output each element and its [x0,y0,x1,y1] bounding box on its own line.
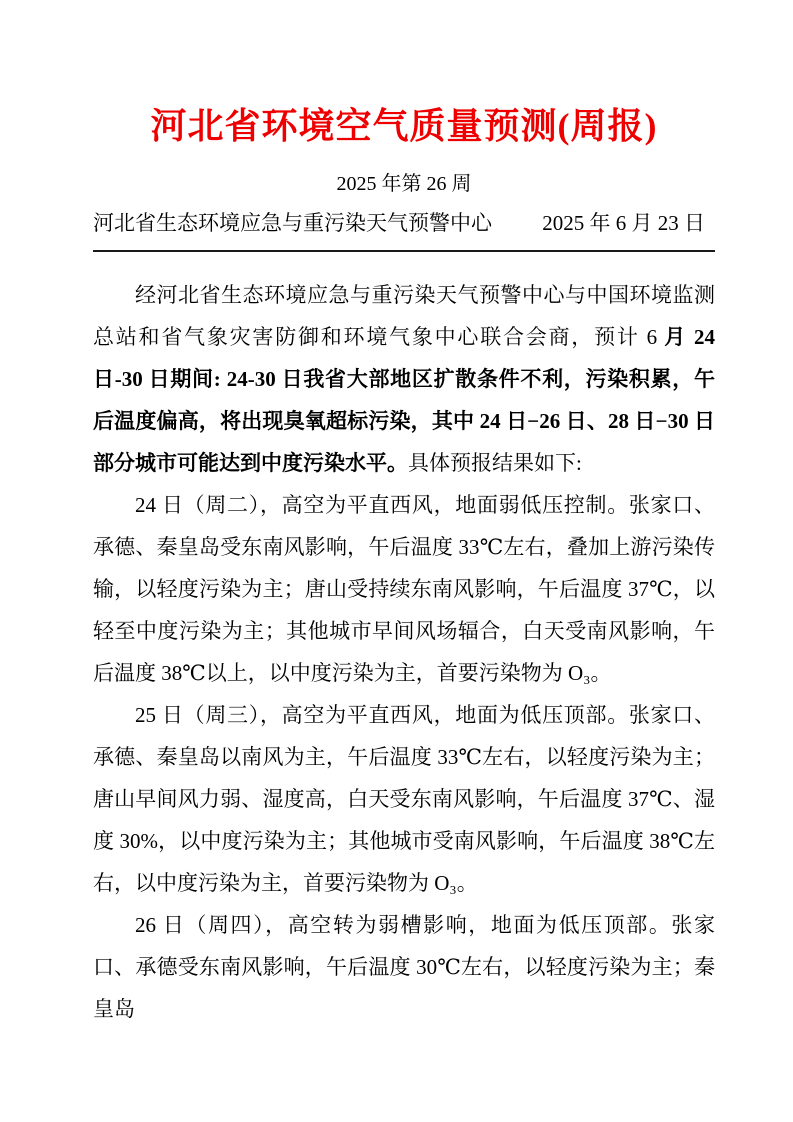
paragraph [93,904,715,1030]
issuing-agency: 河北省生态环境应急与重污染天气预警中心 [93,211,492,235]
report-body [93,274,715,1030]
report-title: 河北省环境空气质量预测(周报) [150,106,658,146]
report-date: 2025 年 6 月 23 日 [542,211,705,235]
paragraph [93,694,715,904]
text-segment: 经河北省生态环境应急与重污染天气预警中心与中国环境监测总站和省气象灾害防御和环境气象中心联合会商，预计 6 [93,283,715,349]
text-segment: 25 日（周三），高空为平直西风，地面为低压顶部。张家口、承德、秦皇岛以南风为主，午后温度 33℃左右，以轻度污染为主；唐山早间风力弱、湿度高，白天受东南风影响，午后温度 37℃、湿度 30%，以中度污染为主；其他城市受南风影响，午后温度 38℃左右，以中度污染为主，首要污染物为 O₃。 [93,703,715,895]
text-segment: 24 日（周二），高空为平直西风，地面弱低压控制。张家口、承德、秦皇岛受东南风影响，午后温度 33℃左右，叠加上游污染传输，以轻度污染为主；唐山受持续东南风影响，午后温度 37℃，以轻至中度污染为主；其他城市早间风场辐合，白天受南风影响，午后温度 38℃以上，以中度污染为主，首要污染物为 O₃。 [93,493,715,685]
header-org-row [93,208,715,238]
paragraph [93,484,715,694]
paragraph [93,274,715,484]
header-divider [93,250,715,252]
text-segment: 26 日（周四），高空转为弱槽影响，地面为低压顶部。张家口、承德受东南风影响，午后温度 30℃左右，以轻度污染为主；秦皇岛 [93,913,715,1021]
report-week: 2025 年第 26 周 [336,173,472,195]
text-segment: 月 24 日-30 日期间: 24-30 日我省大部地区扩散条件不利，污染积累，午后温度偏高，将出现臭氧超标污染，其中 24 日−26 日、28 日−30 日部分城市可能达到中度污染水平。 [93,325,716,475]
text-segment: 具体预报结果如下: [408,451,582,475]
